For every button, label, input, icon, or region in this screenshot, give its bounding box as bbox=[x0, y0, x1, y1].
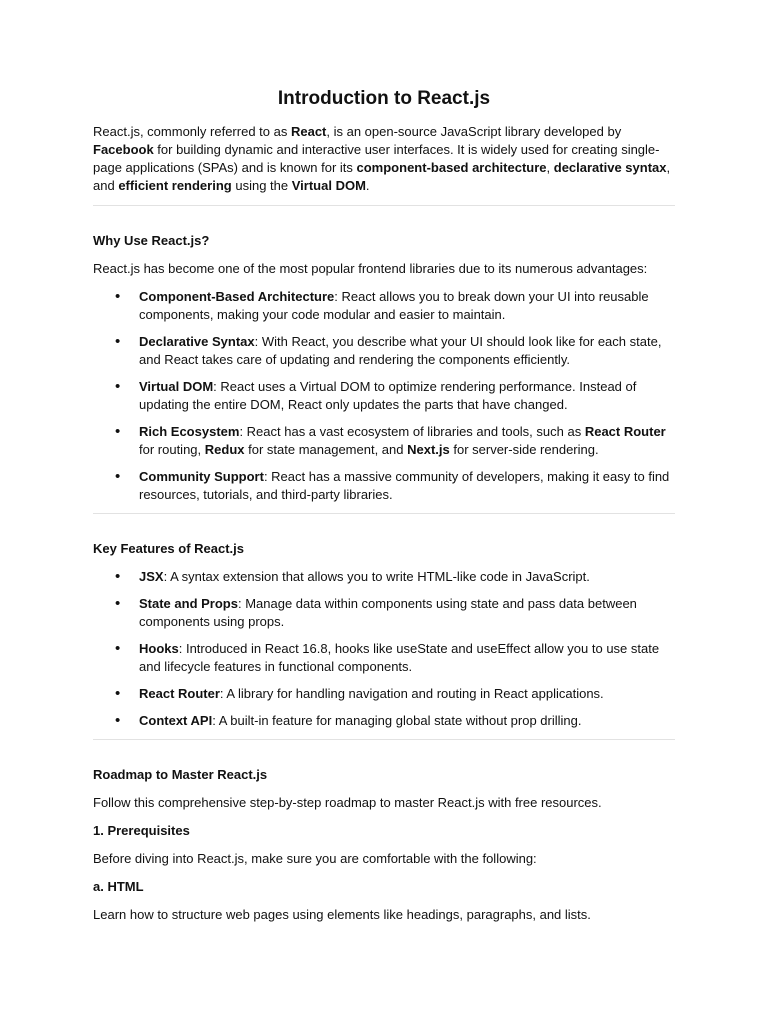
why-heading: Why Use React.js? bbox=[93, 233, 210, 248]
bullet-icon: • bbox=[115, 423, 121, 440]
list-item-text: : With React, you describe what your UI should look like for each state, and React takes care of updating and rendering the components efficiently. bbox=[139, 334, 662, 367]
list-item bbox=[115, 333, 675, 369]
intro-text: for building dynamic and interactive user interfaces. It is widely used for creating single-page applications (SPAs) and is known for its bbox=[93, 142, 660, 175]
intro-bold: declarative syntax bbox=[553, 160, 667, 175]
page-title: Introduction to React.js bbox=[277, 88, 491, 109]
list-item bbox=[115, 468, 675, 504]
bullet-icon: • bbox=[115, 685, 121, 702]
list-item-title: Rich Ecosystem bbox=[139, 424, 240, 439]
intro-bold: React bbox=[290, 124, 327, 139]
list-item-text: : React has a vast ecosystem of libraries and tools, such as bbox=[239, 424, 585, 439]
list-item-bold: React Router bbox=[584, 424, 666, 439]
intro-paragraph bbox=[93, 123, 675, 195]
bullet-icon: • bbox=[115, 378, 121, 395]
intro-bold: efficient rendering bbox=[118, 178, 232, 193]
list-item bbox=[115, 640, 675, 676]
list-item-title: Declarative Syntax bbox=[139, 334, 255, 349]
intro-text: , bbox=[546, 160, 554, 175]
list-item-title: Component-Based Architecture bbox=[139, 289, 335, 304]
html-description: Learn how to structure web pages using elements like headings, paragraphs, and lists. bbox=[93, 907, 591, 922]
roadmap-lead: Follow this comprehensive step-by-step roadmap to master React.js with free resources. bbox=[93, 795, 602, 810]
list-item bbox=[115, 288, 675, 324]
intro-bold: component-based architecture bbox=[356, 160, 547, 175]
list-item-bold: Next.js bbox=[407, 442, 450, 457]
list-item-title: Virtual DOM bbox=[139, 379, 214, 394]
bullet-icon: • bbox=[115, 468, 121, 485]
bullet-icon: • bbox=[115, 333, 121, 350]
bullet-icon: • bbox=[115, 288, 121, 305]
prerequisites-lead: Before diving into React.js, make sure you are comfortable with the following: bbox=[93, 851, 537, 866]
list-item-text: for routing, bbox=[139, 442, 205, 457]
intro-text: , is an open-source JavaScript library developed by bbox=[326, 124, 622, 139]
html-subheading: a. HTML bbox=[93, 879, 144, 894]
list-item-text: : React has a massive community of developers, making it easy to find resources, tutorials, and third-party libraries. bbox=[139, 469, 670, 502]
roadmap-heading: Roadmap to Master React.js bbox=[93, 767, 268, 782]
why-lead: React.js has become one of the most popular frontend libraries due to its numerous advantages: bbox=[93, 261, 648, 276]
intro-text: using the bbox=[231, 178, 292, 193]
list-item-title: React Router bbox=[139, 686, 220, 701]
features-heading: Key Features of React.js bbox=[93, 541, 245, 556]
section-divider bbox=[93, 205, 675, 206]
intro-bold: Facebook bbox=[93, 142, 154, 157]
list-item-title: State and Props bbox=[139, 596, 238, 611]
intro-text: React.js, commonly referred to as bbox=[93, 124, 291, 139]
list-item bbox=[115, 568, 675, 586]
features-list bbox=[93, 568, 675, 730]
list-item-text: : A library for handling navigation and routing in React applications. bbox=[219, 686, 604, 701]
list-item-text: for server-side rendering. bbox=[449, 442, 599, 457]
bullet-icon: • bbox=[115, 595, 121, 612]
bullet-icon: • bbox=[115, 712, 121, 729]
list-item-text: : A syntax extension that allows you to write HTML-like code in JavaScript. bbox=[163, 569, 590, 584]
list-item bbox=[115, 423, 675, 459]
prerequisites-heading: 1. Prerequisites bbox=[93, 823, 190, 838]
list-item-title: Context API bbox=[139, 713, 213, 728]
intro-bold: Virtual DOM bbox=[291, 178, 366, 193]
list-item bbox=[115, 595, 675, 631]
bullet-icon: • bbox=[115, 640, 121, 657]
list-item-text: : A built-in feature for managing global state without prop drilling. bbox=[212, 713, 582, 728]
list-item-title: Community Support bbox=[139, 469, 264, 484]
section-divider bbox=[93, 739, 675, 740]
list-item-title: Hooks bbox=[139, 641, 179, 656]
list-item-bold: Redux bbox=[204, 442, 245, 457]
why-list bbox=[93, 288, 675, 504]
document-content bbox=[93, 86, 675, 934]
bullet-icon: • bbox=[115, 568, 121, 585]
list-item-title: JSX bbox=[139, 569, 164, 584]
section-divider bbox=[93, 513, 675, 514]
list-item-text: : React uses a Virtual DOM to optimize rendering performance. Instead of updating the entire DOM, React only updates the parts that have changed. bbox=[139, 379, 637, 412]
list-item bbox=[115, 685, 675, 703]
list-item-text: : Introduced in React 16.8, hooks like useState and useEffect allow you to use state and lifecycle features in functional components. bbox=[139, 641, 660, 674]
list-item bbox=[115, 378, 675, 414]
intro-text: . bbox=[365, 178, 370, 193]
list-item-text: : React allows you to break down your UI into reusable components, making your code modular and easier to maintain. bbox=[139, 289, 649, 322]
list-item-text: : Manage data within components using state and pass data between components using props. bbox=[139, 596, 637, 629]
list-item bbox=[115, 712, 675, 730]
list-item-text: for state management, and bbox=[244, 442, 408, 457]
intro-text: , and bbox=[93, 160, 671, 193]
